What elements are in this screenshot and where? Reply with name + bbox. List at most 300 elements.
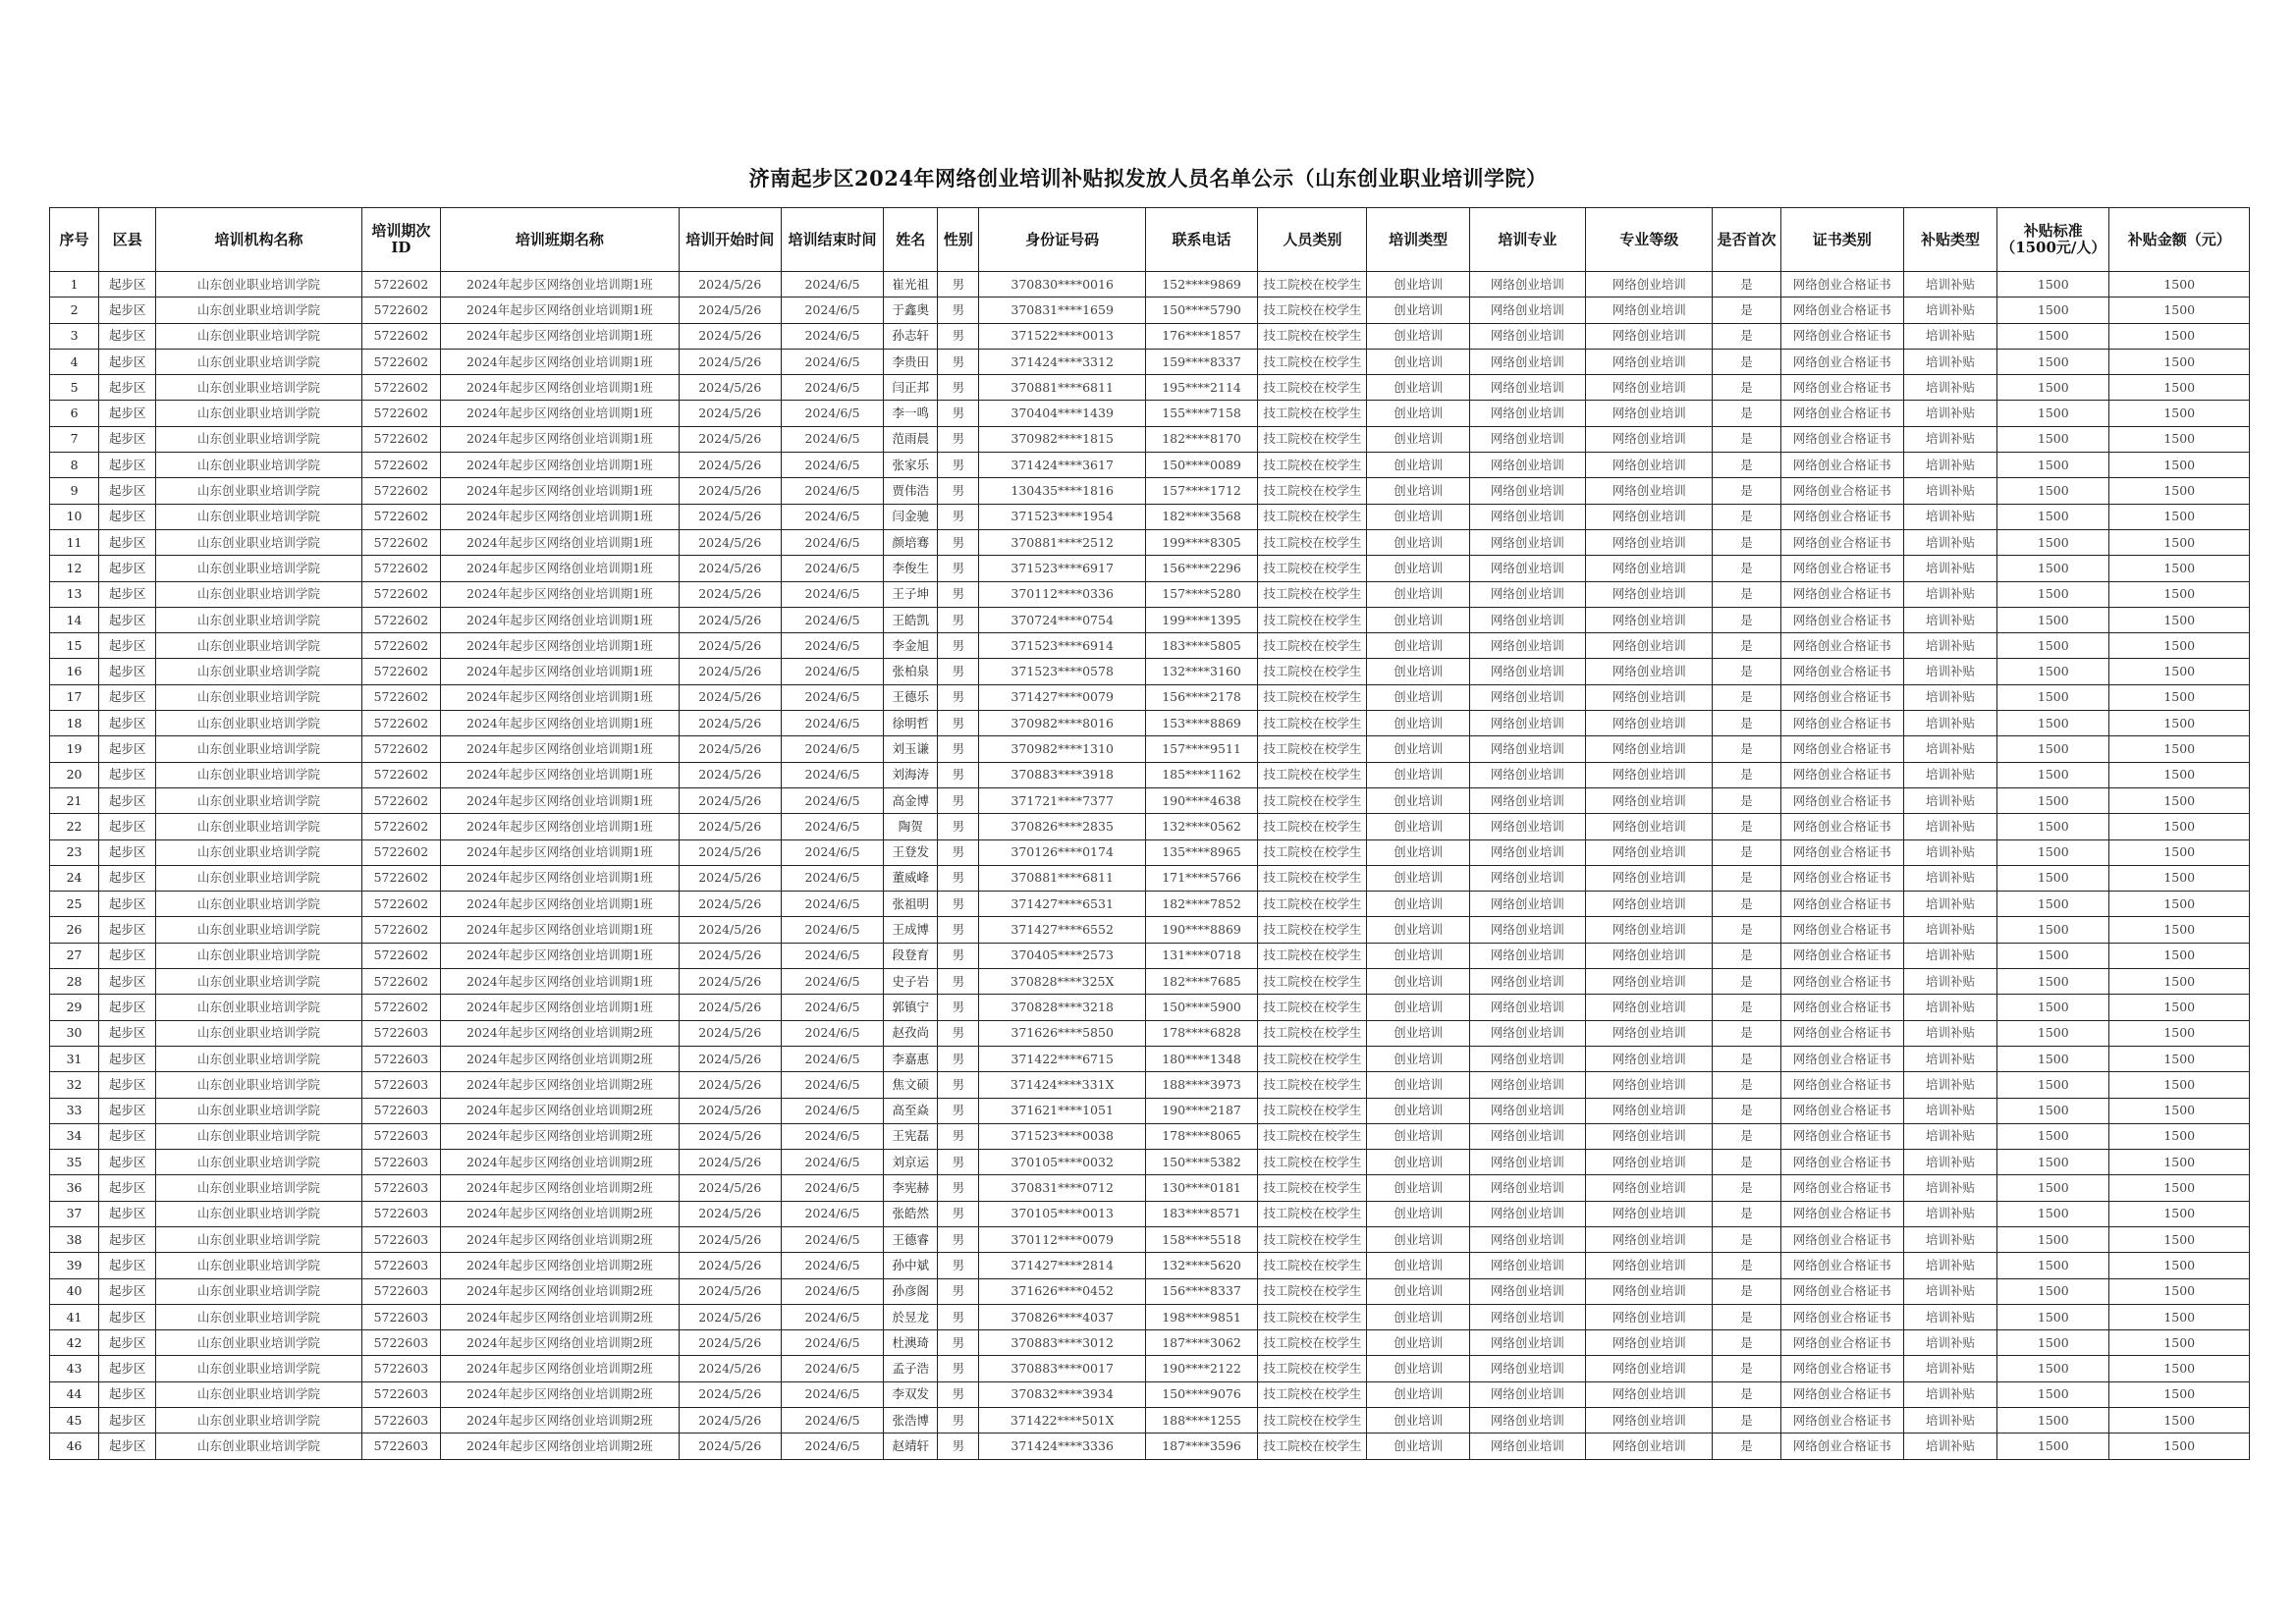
row-subsidy-type: 培训补贴 bbox=[1903, 684, 1996, 710]
row-training-type: 创业培训 bbox=[1367, 375, 1469, 401]
row-subsidy-type: 培训补贴 bbox=[1903, 736, 1996, 762]
row-training-type: 创业培训 bbox=[1367, 1020, 1469, 1046]
row-subsidy-amount: 1500 bbox=[2109, 1201, 2250, 1226]
row-district: 起步区 bbox=[99, 711, 156, 736]
row-id-number: 370828****325X bbox=[979, 969, 1145, 995]
row-subsidy-amount: 1500 bbox=[2109, 1123, 2250, 1149]
row-index: 24 bbox=[50, 865, 99, 891]
row-first-time: 是 bbox=[1713, 401, 1780, 426]
row-district: 起步区 bbox=[99, 969, 156, 995]
row-subsidy-amount: 1500 bbox=[2109, 762, 2250, 787]
row-phone: 135****8965 bbox=[1145, 839, 1257, 865]
row-subsidy-type: 培训补贴 bbox=[1903, 349, 1996, 374]
table-row bbox=[50, 1201, 2250, 1226]
row-subsidy-standard: 1500 bbox=[1997, 762, 2109, 787]
row-index: 37 bbox=[50, 1201, 99, 1226]
row-batch-id: 5722602 bbox=[361, 995, 440, 1020]
row-gender: 男 bbox=[938, 1175, 979, 1201]
header-end-date: 培训结束时间 bbox=[781, 208, 883, 272]
row-person-category: 技工院校在校学生 bbox=[1258, 787, 1367, 813]
row-subsidy-type: 培训补贴 bbox=[1903, 375, 1996, 401]
row-training-type: 创业培训 bbox=[1367, 814, 1469, 839]
table-row bbox=[50, 426, 2250, 452]
row-institution: 山东创业职业培训学院 bbox=[156, 1356, 362, 1381]
row-subsidy-type: 培训补贴 bbox=[1903, 426, 1996, 452]
row-id-number: 370405****2573 bbox=[979, 943, 1145, 968]
row-start-date: 2024/5/26 bbox=[679, 1278, 781, 1304]
row-certificate: 网络创业合格证书 bbox=[1780, 581, 1903, 607]
row-training-type: 创业培训 bbox=[1367, 711, 1469, 736]
row-index: 17 bbox=[50, 684, 99, 710]
row-institution: 山东创业职业培训学院 bbox=[156, 478, 362, 504]
row-district: 起步区 bbox=[99, 1330, 156, 1356]
row-person-category: 技工院校在校学生 bbox=[1258, 865, 1367, 891]
row-end-date: 2024/6/5 bbox=[781, 892, 883, 917]
row-end-date: 2024/6/5 bbox=[781, 453, 883, 478]
row-subsidy-amount: 1500 bbox=[2109, 1356, 2250, 1381]
row-institution: 山东创业职业培训学院 bbox=[156, 917, 362, 943]
row-institution: 山东创业职业培训学院 bbox=[156, 1278, 362, 1304]
row-subsidy-amount: 1500 bbox=[2109, 1046, 2250, 1071]
row-start-date: 2024/5/26 bbox=[679, 1072, 781, 1098]
row-subsidy-amount: 1500 bbox=[2109, 1330, 2250, 1356]
row-id-number: 370105****0032 bbox=[979, 1150, 1145, 1175]
row-training-type: 创业培训 bbox=[1367, 1175, 1469, 1201]
row-index: 33 bbox=[50, 1098, 99, 1123]
row-end-date: 2024/6/5 bbox=[781, 298, 883, 323]
row-training-type: 创业培训 bbox=[1367, 892, 1469, 917]
row-institution: 山东创业职业培训学院 bbox=[156, 1434, 362, 1459]
row-phone: 195****2114 bbox=[1145, 375, 1257, 401]
row-first-time: 是 bbox=[1713, 1226, 1780, 1252]
row-batch-name: 2024年起步区网络创业培训期1班 bbox=[441, 839, 680, 865]
row-certificate: 网络创业合格证书 bbox=[1780, 736, 1903, 762]
row-name: 段登育 bbox=[884, 943, 938, 968]
row-certificate: 网络创业合格证书 bbox=[1780, 349, 1903, 374]
table-row bbox=[50, 1330, 2250, 1356]
row-subsidy-amount: 1500 bbox=[2109, 814, 2250, 839]
row-institution: 山东创业职业培训学院 bbox=[156, 892, 362, 917]
row-batch-id: 5722602 bbox=[361, 323, 440, 349]
row-phone: 199****8305 bbox=[1145, 529, 1257, 555]
row-major: 网络创业培训 bbox=[1469, 839, 1585, 865]
row-certificate: 网络创业合格证书 bbox=[1780, 323, 1903, 349]
row-major: 网络创业培训 bbox=[1469, 969, 1585, 995]
row-training-type: 创业培训 bbox=[1367, 1072, 1469, 1098]
row-subsidy-standard: 1500 bbox=[1997, 943, 2109, 968]
row-level: 网络创业培训 bbox=[1586, 426, 1713, 452]
row-person-category: 技工院校在校学生 bbox=[1258, 504, 1367, 529]
row-batch-name: 2024年起步区网络创业培训期1班 bbox=[441, 684, 680, 710]
row-phone: 176****1857 bbox=[1145, 323, 1257, 349]
row-name: 於昱龙 bbox=[884, 1304, 938, 1329]
row-batch-name: 2024年起步区网络创业培训期1班 bbox=[441, 556, 680, 581]
header-index: 序号 bbox=[50, 208, 99, 272]
row-batch-name: 2024年起步区网络创业培训期1班 bbox=[441, 711, 680, 736]
row-institution: 山东创业职业培训学院 bbox=[156, 736, 362, 762]
row-name: 王宪磊 bbox=[884, 1123, 938, 1149]
row-certificate: 网络创业合格证书 bbox=[1780, 684, 1903, 710]
row-level: 网络创业培训 bbox=[1586, 1072, 1713, 1098]
row-batch-name: 2024年起步区网络创业培训期1班 bbox=[441, 349, 680, 374]
row-subsidy-standard: 1500 bbox=[1997, 375, 2109, 401]
row-major: 网络创业培训 bbox=[1469, 529, 1585, 555]
row-person-category: 技工院校在校学生 bbox=[1258, 1046, 1367, 1071]
row-district: 起步区 bbox=[99, 478, 156, 504]
row-subsidy-amount: 1500 bbox=[2109, 1226, 2250, 1252]
row-index: 31 bbox=[50, 1046, 99, 1071]
row-start-date: 2024/5/26 bbox=[679, 1175, 781, 1201]
row-phone: 156****2296 bbox=[1145, 556, 1257, 581]
row-district: 起步区 bbox=[99, 684, 156, 710]
row-batch-name: 2024年起步区网络创业培训期2班 bbox=[441, 1226, 680, 1252]
row-phone: 190****4638 bbox=[1145, 787, 1257, 813]
row-person-category: 技工院校在校学生 bbox=[1258, 1020, 1367, 1046]
row-start-date: 2024/5/26 bbox=[679, 969, 781, 995]
row-subsidy-amount: 1500 bbox=[2109, 529, 2250, 555]
row-level: 网络创业培训 bbox=[1586, 787, 1713, 813]
row-start-date: 2024/5/26 bbox=[679, 736, 781, 762]
row-batch-id: 5722603 bbox=[361, 1278, 440, 1304]
row-level: 网络创业培训 bbox=[1586, 762, 1713, 787]
row-subsidy-type: 培训补贴 bbox=[1903, 1278, 1996, 1304]
row-level: 网络创业培训 bbox=[1586, 349, 1713, 374]
row-certificate: 网络创业合格证书 bbox=[1780, 1304, 1903, 1329]
row-end-date: 2024/6/5 bbox=[781, 787, 883, 813]
row-certificate: 网络创业合格证书 bbox=[1780, 529, 1903, 555]
row-index: 9 bbox=[50, 478, 99, 504]
row-person-category: 技工院校在校学生 bbox=[1258, 1072, 1367, 1098]
row-institution: 山东创业职业培训学院 bbox=[156, 426, 362, 452]
row-district: 起步区 bbox=[99, 298, 156, 323]
row-name: 刘海涛 bbox=[884, 762, 938, 787]
row-phone: 153****8869 bbox=[1145, 711, 1257, 736]
row-level: 网络创业培训 bbox=[1586, 917, 1713, 943]
table-row bbox=[50, 1408, 2250, 1434]
row-person-category: 技工院校在校学生 bbox=[1258, 1175, 1367, 1201]
row-id-number: 370881****6811 bbox=[979, 375, 1145, 401]
row-index: 23 bbox=[50, 839, 99, 865]
row-index: 36 bbox=[50, 1175, 99, 1201]
row-id-number: 370724****0754 bbox=[979, 607, 1145, 632]
row-institution: 山东创业职业培训学院 bbox=[156, 1046, 362, 1071]
row-level: 网络创业培训 bbox=[1586, 1330, 1713, 1356]
row-major: 网络创业培训 bbox=[1469, 349, 1585, 374]
row-person-category: 技工院校在校学生 bbox=[1258, 607, 1367, 632]
row-end-date: 2024/6/5 bbox=[781, 401, 883, 426]
row-end-date: 2024/6/5 bbox=[781, 969, 883, 995]
row-person-category: 技工院校在校学生 bbox=[1258, 943, 1367, 968]
row-subsidy-type: 培训补贴 bbox=[1903, 659, 1996, 684]
row-end-date: 2024/6/5 bbox=[781, 762, 883, 787]
row-training-type: 创业培训 bbox=[1367, 787, 1469, 813]
row-district: 起步区 bbox=[99, 633, 156, 659]
row-batch-id: 5722602 bbox=[361, 762, 440, 787]
row-district: 起步区 bbox=[99, 1098, 156, 1123]
row-batch-id: 5722602 bbox=[361, 633, 440, 659]
row-end-date: 2024/6/5 bbox=[781, 814, 883, 839]
table-row bbox=[50, 581, 2250, 607]
row-start-date: 2024/5/26 bbox=[679, 453, 781, 478]
row-name: 于鑫奥 bbox=[884, 298, 938, 323]
table-row bbox=[50, 556, 2250, 581]
row-person-category: 技工院校在校学生 bbox=[1258, 1330, 1367, 1356]
row-index: 38 bbox=[50, 1226, 99, 1252]
row-subsidy-amount: 1500 bbox=[2109, 375, 2250, 401]
row-batch-id: 5722602 bbox=[361, 969, 440, 995]
row-subsidy-amount: 1500 bbox=[2109, 426, 2250, 452]
row-certificate: 网络创业合格证书 bbox=[1780, 1020, 1903, 1046]
header-subsidy-amount: 补贴金额（元） bbox=[2109, 208, 2250, 272]
row-training-type: 创业培训 bbox=[1367, 349, 1469, 374]
row-end-date: 2024/6/5 bbox=[781, 1150, 883, 1175]
row-person-category: 技工院校在校学生 bbox=[1258, 1356, 1367, 1381]
table-row bbox=[50, 1434, 2250, 1459]
row-district: 起步区 bbox=[99, 1381, 156, 1407]
row-gender: 男 bbox=[938, 814, 979, 839]
row-id-number: 370982****8016 bbox=[979, 711, 1145, 736]
row-start-date: 2024/5/26 bbox=[679, 633, 781, 659]
row-first-time: 是 bbox=[1713, 504, 1780, 529]
table-row bbox=[50, 607, 2250, 632]
row-subsidy-amount: 1500 bbox=[2109, 711, 2250, 736]
row-gender: 男 bbox=[938, 607, 979, 632]
row-batch-id: 5722602 bbox=[361, 917, 440, 943]
row-subsidy-type: 培训补贴 bbox=[1903, 839, 1996, 865]
row-subsidy-amount: 1500 bbox=[2109, 1020, 2250, 1046]
row-major: 网络创业培训 bbox=[1469, 375, 1585, 401]
row-institution: 山东创业职业培训学院 bbox=[156, 995, 362, 1020]
row-phone: 150****5900 bbox=[1145, 995, 1257, 1020]
row-gender: 男 bbox=[938, 787, 979, 813]
row-first-time: 是 bbox=[1713, 1201, 1780, 1226]
row-certificate: 网络创业合格证书 bbox=[1780, 1408, 1903, 1434]
row-name: 范雨晨 bbox=[884, 426, 938, 452]
row-subsidy-amount: 1500 bbox=[2109, 272, 2250, 298]
row-institution: 山东创业职业培训学院 bbox=[156, 633, 362, 659]
row-major: 网络创业培训 bbox=[1469, 711, 1585, 736]
row-name: 李一鸣 bbox=[884, 401, 938, 426]
row-major: 网络创业培训 bbox=[1469, 504, 1585, 529]
row-first-time: 是 bbox=[1713, 684, 1780, 710]
row-id-number: 370881****6811 bbox=[979, 865, 1145, 891]
row-certificate: 网络创业合格证书 bbox=[1780, 556, 1903, 581]
row-subsidy-type: 培训补贴 bbox=[1903, 453, 1996, 478]
row-training-type: 创业培训 bbox=[1367, 426, 1469, 452]
row-batch-name: 2024年起步区网络创业培训期1班 bbox=[441, 581, 680, 607]
row-gender: 男 bbox=[938, 762, 979, 787]
row-subsidy-type: 培训补贴 bbox=[1903, 1175, 1996, 1201]
row-phone: 131****0718 bbox=[1145, 943, 1257, 968]
row-training-type: 创业培训 bbox=[1367, 1201, 1469, 1226]
row-index: 43 bbox=[50, 1356, 99, 1381]
row-id-number: 371621****1051 bbox=[979, 1098, 1145, 1123]
row-id-number: 370982****1815 bbox=[979, 426, 1145, 452]
row-index: 7 bbox=[50, 426, 99, 452]
row-major: 网络创业培训 bbox=[1469, 1253, 1585, 1278]
row-first-time: 是 bbox=[1713, 529, 1780, 555]
row-certificate: 网络创业合格证书 bbox=[1780, 426, 1903, 452]
row-major: 网络创业培训 bbox=[1469, 762, 1585, 787]
row-major: 网络创业培训 bbox=[1469, 684, 1585, 710]
row-id-number: 370881****2512 bbox=[979, 529, 1145, 555]
row-batch-name: 2024年起步区网络创业培训期1班 bbox=[441, 762, 680, 787]
row-batch-name: 2024年起步区网络创业培训期1班 bbox=[441, 478, 680, 504]
row-start-date: 2024/5/26 bbox=[679, 1020, 781, 1046]
header-subsidy-standard: 补贴标准（1500元/人） bbox=[1997, 208, 2109, 272]
row-id-number: 370832****3934 bbox=[979, 1381, 1145, 1407]
row-id-number: 370883****0017 bbox=[979, 1356, 1145, 1381]
row-index: 46 bbox=[50, 1434, 99, 1459]
row-level: 网络创业培训 bbox=[1586, 1046, 1713, 1071]
row-institution: 山东创业职业培训学院 bbox=[156, 375, 362, 401]
row-subsidy-standard: 1500 bbox=[1997, 1278, 2109, 1304]
row-gender: 男 bbox=[938, 1150, 979, 1175]
row-batch-id: 5722603 bbox=[361, 1356, 440, 1381]
row-name: 焦文硕 bbox=[884, 1072, 938, 1098]
row-batch-id: 5722602 bbox=[361, 504, 440, 529]
row-gender: 男 bbox=[938, 401, 979, 426]
row-index: 26 bbox=[50, 917, 99, 943]
row-subsidy-type: 培训补贴 bbox=[1903, 1304, 1996, 1329]
row-district: 起步区 bbox=[99, 529, 156, 555]
row-first-time: 是 bbox=[1713, 736, 1780, 762]
row-certificate: 网络创业合格证书 bbox=[1780, 787, 1903, 813]
row-end-date: 2024/6/5 bbox=[781, 1356, 883, 1381]
row-subsidy-amount: 1500 bbox=[2109, 1175, 2250, 1201]
row-training-type: 创业培训 bbox=[1367, 917, 1469, 943]
row-start-date: 2024/5/26 bbox=[679, 943, 781, 968]
row-training-type: 创业培训 bbox=[1367, 633, 1469, 659]
row-level: 网络创业培训 bbox=[1586, 1098, 1713, 1123]
row-start-date: 2024/5/26 bbox=[679, 814, 781, 839]
row-training-type: 创业培训 bbox=[1367, 1278, 1469, 1304]
row-subsidy-standard: 1500 bbox=[1997, 814, 2109, 839]
row-end-date: 2024/6/5 bbox=[781, 1020, 883, 1046]
row-index: 32 bbox=[50, 1072, 99, 1098]
row-person-category: 技工院校在校学生 bbox=[1258, 556, 1367, 581]
row-first-time: 是 bbox=[1713, 1330, 1780, 1356]
row-id-number: 130435****1816 bbox=[979, 478, 1145, 504]
row-batch-name: 2024年起步区网络创业培训期1班 bbox=[441, 298, 680, 323]
row-batch-id: 5722603 bbox=[361, 1304, 440, 1329]
row-district: 起步区 bbox=[99, 865, 156, 891]
row-certificate: 网络创业合格证书 bbox=[1780, 1098, 1903, 1123]
row-institution: 山东创业职业培训学院 bbox=[156, 1072, 362, 1098]
row-gender: 男 bbox=[938, 1046, 979, 1071]
table-row bbox=[50, 659, 2250, 684]
row-start-date: 2024/5/26 bbox=[679, 504, 781, 529]
row-person-category: 技工院校在校学生 bbox=[1258, 711, 1367, 736]
row-level: 网络创业培训 bbox=[1586, 684, 1713, 710]
row-gender: 男 bbox=[938, 529, 979, 555]
row-district: 起步区 bbox=[99, 504, 156, 529]
row-end-date: 2024/6/5 bbox=[781, 323, 883, 349]
row-batch-id: 5722602 bbox=[361, 272, 440, 298]
row-end-date: 2024/6/5 bbox=[781, 865, 883, 891]
row-district: 起步区 bbox=[99, 943, 156, 968]
row-start-date: 2024/5/26 bbox=[679, 1201, 781, 1226]
row-id-number: 370883****3918 bbox=[979, 762, 1145, 787]
row-level: 网络创业培训 bbox=[1586, 1020, 1713, 1046]
row-end-date: 2024/6/5 bbox=[781, 1434, 883, 1459]
row-batch-id: 5722602 bbox=[361, 298, 440, 323]
row-subsidy-type: 培训补贴 bbox=[1903, 762, 1996, 787]
row-index: 13 bbox=[50, 581, 99, 607]
table-row bbox=[50, 349, 2250, 374]
row-batch-id: 5722603 bbox=[361, 1201, 440, 1226]
row-start-date: 2024/5/26 bbox=[679, 1408, 781, 1434]
row-subsidy-amount: 1500 bbox=[2109, 323, 2250, 349]
row-phone: 178****6828 bbox=[1145, 1020, 1257, 1046]
row-end-date: 2024/6/5 bbox=[781, 633, 883, 659]
row-name: 王德乐 bbox=[884, 684, 938, 710]
row-index: 12 bbox=[50, 556, 99, 581]
table-row bbox=[50, 1020, 2250, 1046]
row-level: 网络创业培训 bbox=[1586, 814, 1713, 839]
table-row bbox=[50, 478, 2250, 504]
row-batch-name: 2024年起步区网络创业培训期1班 bbox=[441, 787, 680, 813]
row-institution: 山东创业职业培训学院 bbox=[156, 581, 362, 607]
row-start-date: 2024/5/26 bbox=[679, 1098, 781, 1123]
row-person-category: 技工院校在校学生 bbox=[1258, 1408, 1367, 1434]
row-level: 网络创业培训 bbox=[1586, 736, 1713, 762]
row-certificate: 网络创业合格证书 bbox=[1780, 453, 1903, 478]
row-subsidy-standard: 1500 bbox=[1997, 1123, 2109, 1149]
row-person-category: 技工院校在校学生 bbox=[1258, 581, 1367, 607]
row-person-category: 技工院校在校学生 bbox=[1258, 529, 1367, 555]
row-phone: 182****8170 bbox=[1145, 426, 1257, 452]
row-gender: 男 bbox=[938, 504, 979, 529]
row-batch-id: 5722603 bbox=[361, 1381, 440, 1407]
row-batch-id: 5722603 bbox=[361, 1072, 440, 1098]
row-batch-name: 2024年起步区网络创业培训期1班 bbox=[441, 607, 680, 632]
row-institution: 山东创业职业培训学院 bbox=[156, 1201, 362, 1226]
row-certificate: 网络创业合格证书 bbox=[1780, 1434, 1903, 1459]
row-subsidy-amount: 1500 bbox=[2109, 684, 2250, 710]
row-subsidy-standard: 1500 bbox=[1997, 917, 2109, 943]
row-gender: 男 bbox=[938, 659, 979, 684]
row-subsidy-type: 培训补贴 bbox=[1903, 917, 1996, 943]
row-training-type: 创业培训 bbox=[1367, 323, 1469, 349]
row-training-type: 创业培训 bbox=[1367, 1356, 1469, 1381]
row-gender: 男 bbox=[938, 839, 979, 865]
row-institution: 山东创业职业培训学院 bbox=[156, 1304, 362, 1329]
row-subsidy-amount: 1500 bbox=[2109, 504, 2250, 529]
row-person-category: 技工院校在校学生 bbox=[1258, 1150, 1367, 1175]
row-major: 网络创业培训 bbox=[1469, 401, 1585, 426]
table-row bbox=[50, 1046, 2250, 1071]
row-id-number: 371626****5850 bbox=[979, 1020, 1145, 1046]
row-certificate: 网络创业合格证书 bbox=[1780, 814, 1903, 839]
row-name: 李贵田 bbox=[884, 349, 938, 374]
row-institution: 山东创业职业培训学院 bbox=[156, 1226, 362, 1252]
row-index: 18 bbox=[50, 711, 99, 736]
row-certificate: 网络创业合格证书 bbox=[1780, 298, 1903, 323]
row-major: 网络创业培训 bbox=[1469, 787, 1585, 813]
row-gender: 男 bbox=[938, 1304, 979, 1329]
row-institution: 山东创业职业培训学院 bbox=[156, 272, 362, 298]
row-name: 崔光祖 bbox=[884, 272, 938, 298]
row-batch-id: 5722602 bbox=[361, 529, 440, 555]
row-batch-id: 5722602 bbox=[361, 659, 440, 684]
row-first-time: 是 bbox=[1713, 814, 1780, 839]
row-person-category: 技工院校在校学生 bbox=[1258, 1201, 1367, 1226]
row-phone: 132****3160 bbox=[1145, 659, 1257, 684]
row-start-date: 2024/5/26 bbox=[679, 581, 781, 607]
row-index: 21 bbox=[50, 787, 99, 813]
table-row bbox=[50, 1123, 2250, 1149]
